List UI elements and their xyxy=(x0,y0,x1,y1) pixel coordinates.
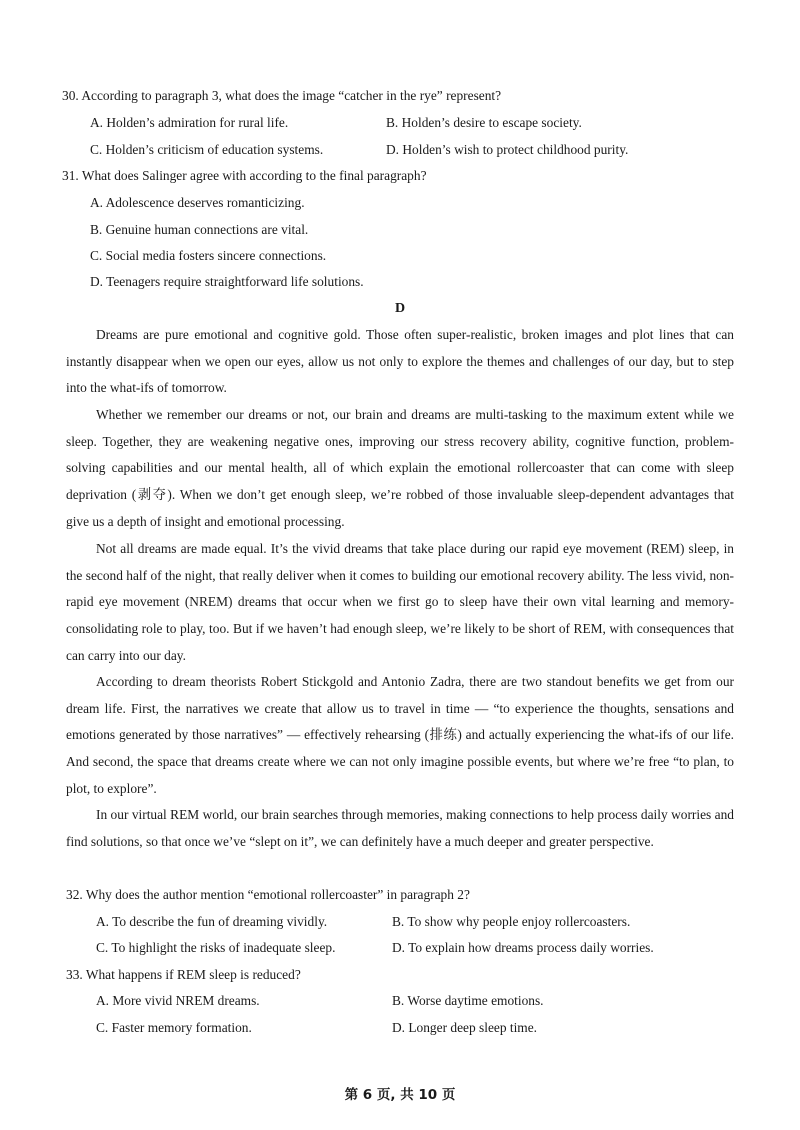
passage-paragraph-2: Whether we remember our dreams or not, our brain and dreams are multi-tasking to the maximum extent while we sleep. Together, they are weakening negative ones, improving our stress recovery ability, cognitive function, problem-solving capabilities and our mental health, all of which explain the emotional rollercoaster that can come with sleep deprivation (剥夺). When we don’t get enough sleep, we’re robbed of those invaluable sleep-dependent advantages that give us a depth of insight and emotional processing. xyxy=(66,407,734,529)
question-32-option-c[interactable]: C. To highlight the risks of inadequate sleep. xyxy=(96,940,336,955)
passage-paragraph-4: According to dream theorists Robert Stickgold and Antonio Zadra, there are two standout benefits we get from our dream life. First, the narratives we create that allow us to travel in time — “to experience the thoughts, sensations and emotions generated by those narratives” — effectively rehearsing (排练) and actually experiencing the what-ifs of our life. And second, the space that dreams create where we can not only imagine possible events, but where we’re free “to plan, to plot, to explore”. xyxy=(66,674,734,796)
question-32-option-d[interactable]: D. To explain how dreams process daily worries. xyxy=(392,940,654,955)
question-33-stem: 33. What happens if REM sleep is reduced? xyxy=(66,967,301,982)
question-33-option-a[interactable]: A. More vivid NREM dreams. xyxy=(96,993,260,1008)
page-number-footer: 第 6 页, 共 10 页 xyxy=(344,1087,456,1103)
question-31-option-a[interactable]: A. Adolescence deserves romanticizing. xyxy=(90,195,305,210)
question-33-option-b[interactable]: B. Worse daytime emotions. xyxy=(392,993,544,1008)
section-d-heading: D xyxy=(394,301,406,316)
question-32-option-b[interactable]: B. To show why people enjoy rollercoasters. xyxy=(392,914,631,929)
question-30-stem: 30. According to paragraph 3, what does the image “catcher in the rye” represent? xyxy=(62,88,502,103)
passage-paragraph-1: Dreams are pure emotional and cognitive gold. Those often super-realistic, broken images and plot lines that can instantly disappear when we open our eyes, allow us not only to explore the themes and challenges of our day, but to step into the what-ifs of tomorrow. xyxy=(66,327,734,396)
question-30-option-c[interactable]: C. Holden’s criticism of education systems. xyxy=(90,142,324,157)
question-31-option-d[interactable]: D. Teenagers require straightforward life solutions. xyxy=(90,274,364,289)
passage-paragraph-5: In our virtual REM world, our brain searches through memories, making connections to help process daily worries and find solutions, so that once we’ve “slept on it”, we can definitely have a much deeper and greater perspective. xyxy=(66,807,734,849)
question-33-option-c[interactable]: C. Faster memory formation. xyxy=(96,1020,252,1035)
question-33-option-d[interactable]: D. Longer deep sleep time. xyxy=(392,1020,538,1035)
question-30-option-a[interactable]: A. Holden’s admiration for rural life. xyxy=(90,115,289,130)
question-30-option-b[interactable]: B. Holden’s desire to escape society. xyxy=(386,115,582,130)
question-31-stem: 31. What does Salinger agree with according to the final paragraph? xyxy=(62,168,427,183)
question-31-option-b[interactable]: B. Genuine human connections are vital. xyxy=(90,222,309,237)
question-30-option-d[interactable]: D. Holden’s wish to protect childhood purity. xyxy=(386,142,629,157)
question-31-option-c[interactable]: C. Social media fosters sincere connections. xyxy=(90,248,327,263)
question-32-option-a[interactable]: A. To describe the fun of dreaming vividly. xyxy=(96,914,328,929)
question-32-stem: 32. Why does the author mention “emotional rollercoaster” in paragraph 2? xyxy=(66,887,470,902)
passage-paragraph-3: Not all dreams are made equal. It’s the vivid dreams that take place during our rapid eye movement (REM) sleep, in the second half of the night, that really deliver when it comes to building our emotional recovery ability. The less vivid, non-rapid eye movement (NREM) dreams that occur when we first go to sleep have their own vital learning and memory-consolidating role to play, too. But if we haven’t had enough sleep, we’re likely to be short of REM, with consequences that can carry into our day. xyxy=(66,541,734,663)
